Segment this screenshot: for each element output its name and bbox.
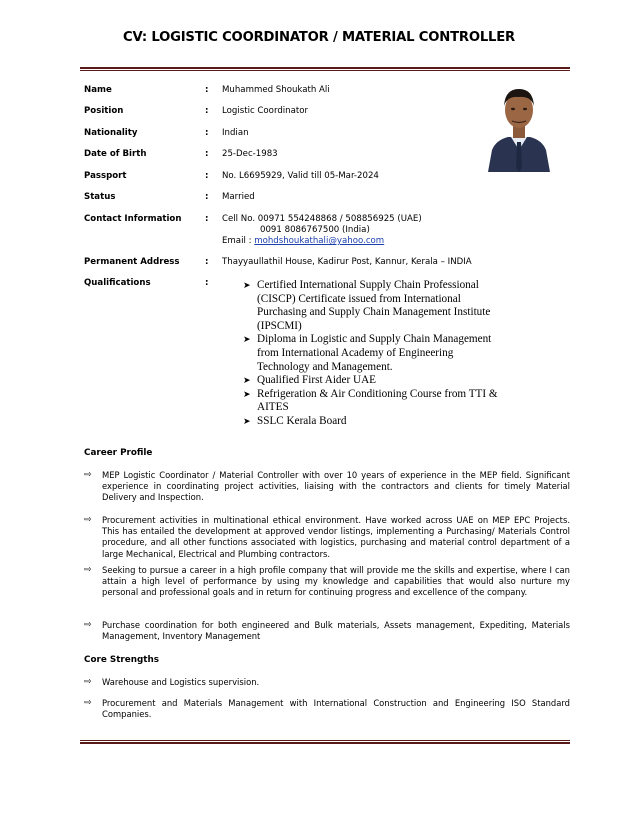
- status-label: Status: [84, 192, 116, 202]
- contact-label: Contact Information: [84, 214, 182, 224]
- career-item: ⇨ Procurement activities in multinational ethical environment. Have worked across UAE on MEP EPC Projects. This has entailed the development at approved vendor listings, implementing a Purchasing/ Materials Control procedure, and all other functions associated with logistics, purchasing and material control department of a large Mechanical, Electrical and Plumbing contractors.: [84, 515, 570, 559]
- qualification-item: ➤ SSLC Kerala Board: [243, 414, 347, 427]
- career-item: ⇨ Seeking to pursue a career in a high profile company that will provide me the skills and expertise, where I can attain a high level of performance by using my knowledge and capabilities that would also nurture my personal and professional goals and in return for continuing progress and excellence of the company.: [84, 565, 570, 598]
- outline-arrow-icon: ⇨: [84, 515, 92, 525]
- strength-item: ⇨ Warehouse and Logistics supervision.: [84, 677, 260, 687]
- qualifications-list: [243, 279, 508, 429]
- arrow-bullet-icon: ➤: [243, 415, 251, 426]
- colon: :: [205, 257, 209, 267]
- qualification-item: ➤ Qualified First Aider UAE: [243, 374, 377, 387]
- qualification-item: ➤ Certified International Supply Chain Professional (CISCP) Certificate issued from International Purchasing and Supply Chain Management Institute (IPSCMI): [243, 279, 491, 332]
- nationality-label: Nationality: [84, 128, 138, 138]
- colon: :: [205, 192, 209, 202]
- dob-label: Date of Birth: [84, 149, 147, 159]
- outline-arrow-icon: ⇨: [84, 565, 92, 575]
- arrow-bullet-icon: ➤: [243, 280, 251, 290]
- passport-value: No. L6695929, Valid till 05-Mar-2024: [222, 171, 379, 181]
- email-prefix: Email :: [222, 236, 252, 246]
- colon: :: [205, 85, 209, 95]
- arrow-bullet-icon: ➤: [243, 388, 251, 399]
- arrow-bullet-icon: ➤: [243, 334, 251, 345]
- career-item: ⇨ MEP Logistic Coordinator / Material Controller with over 10 years of experience in the MEP field. Significant experience in coordinating project activities, liaising with the contractors and clients for timely Material Delivery and Inspection.: [84, 470, 570, 503]
- passport-label: Passport: [84, 171, 127, 181]
- qualifications-label: Qualifications: [84, 278, 151, 288]
- outline-arrow-icon: ⇨: [84, 620, 92, 630]
- address-value: Thayyaullathil House, Kadirur Post, Kannur, Kerala – INDIA: [222, 257, 472, 267]
- name-value: Muhammed Shoukath Ali: [222, 85, 330, 95]
- nationality-value: Indian: [222, 128, 249, 138]
- email-link[interactable]: mohdshoukathali@yahoo.com: [254, 236, 385, 246]
- outline-arrow-icon: ⇨: [84, 470, 92, 480]
- colon: :: [205, 106, 209, 116]
- page-title: CV: LOGISTIC COORDINATOR / MATERIAL CONTROLLER: [122, 30, 515, 45]
- outline-arrow-icon: ⇨: [84, 698, 92, 708]
- bottom-divider: [80, 740, 570, 744]
- profile-photo: [484, 76, 554, 172]
- colon: :: [205, 278, 209, 288]
- career-profile-heading: Career Profile: [84, 448, 153, 458]
- position-label: Position: [84, 106, 124, 116]
- contact-cell: Cell No. 00971 554248868 / 508856925 (UAE): [222, 214, 422, 224]
- arrow-bullet-icon: ➤: [243, 375, 251, 386]
- strength-item: ⇨ Procurement and Materials Management with International Construction and Engineering ISO Standard Companies.: [84, 698, 570, 720]
- address-label: Permanent Address: [84, 257, 180, 267]
- colon: :: [205, 171, 209, 181]
- core-strengths-heading: Core Strengths: [84, 655, 159, 665]
- colon: :: [205, 149, 209, 159]
- name-label: Name: [84, 85, 112, 95]
- career-item: ⇨ Purchase coordination for both engineered and Bulk materials, Assets management, Expediting, Materials Management, Inventory Management: [84, 620, 570, 642]
- qualification-item: ➤ Refrigeration & Air Conditioning Course from TTI & AITES: [243, 387, 498, 414]
- dob-value: 25-Dec-1983: [222, 149, 278, 159]
- contact-value: [222, 214, 482, 247]
- top-divider: [80, 67, 570, 71]
- qualification-item: ➤ Diploma in Logistic and Supply Chain Management from International Academy of Engineering Technology and Management.: [243, 333, 492, 373]
- status-value: Married: [222, 192, 255, 202]
- contact-cell-india: 0091 8086767500 (India): [260, 225, 370, 235]
- colon: :: [205, 214, 209, 224]
- colon: :: [205, 128, 209, 138]
- position-value: Logistic Coordinator: [222, 106, 309, 116]
- outline-arrow-icon: ⇨: [84, 677, 92, 687]
